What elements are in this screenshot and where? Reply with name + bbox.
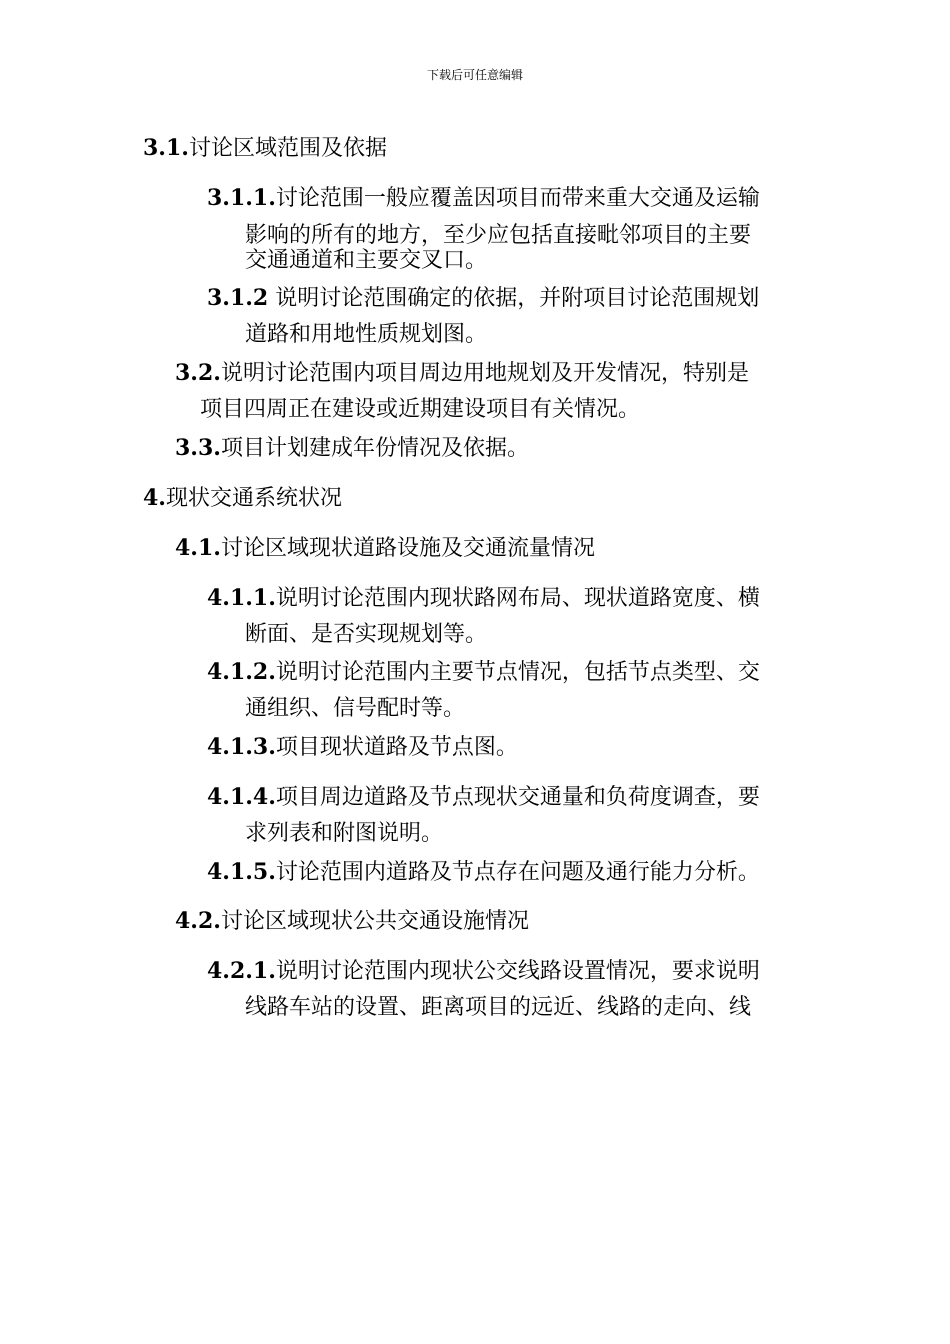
heading-4 [143, 481, 342, 516]
item-number: 3.3. [175, 435, 221, 461]
item-3-1-1-line-3: 交通通道和主要交叉口。 [245, 248, 488, 273]
item-number: 3.2. [175, 360, 221, 386]
item-4-1-2 [207, 655, 760, 690]
heading-text: 讨论区域现状公共交通设施情况 [220, 909, 529, 934]
heading-3-1 [143, 131, 387, 166]
item-3-3 [175, 431, 529, 466]
item-number: 4.1.3. [207, 734, 276, 760]
heading-number: 4. [143, 485, 166, 511]
heading-text: 讨论区域范围及依据 [188, 136, 387, 161]
item-text: 说明讨论范围内主要节点情况，包括节点类型、交 [275, 660, 760, 685]
page-header: 下载后可任意编辑 [426, 68, 523, 82]
item-text: 说明讨论范围确定的依据，并附项目讨论范围规划 [268, 286, 760, 311]
heading-number: 3.1. [143, 135, 189, 161]
item-text: 项目周边道路及节点现状交通量和负荷度调查，要 [275, 785, 760, 810]
item-text: 说明讨论范围内项目周边用地规划及开发情况，特别是 [220, 361, 749, 386]
item-4-2-1-line-2: 线路车站的设置、距离项目的远近、线路的走向、线 [245, 995, 752, 1020]
item-text: 说明讨论范围内现状路网布局、现状道路宽度、横 [275, 586, 760, 611]
heading-text: 讨论区域现状道路设施及交通流量情况 [220, 536, 595, 561]
item-3-2-line-2: 项目四周正在建设或近期建设项目有关情况。 [200, 397, 641, 422]
item-text: 讨论范围一般应覆盖因项目而带来重大交通及运输 [275, 186, 760, 211]
item-4-1-5 [207, 855, 760, 890]
item-number: 3.1.1. [207, 185, 276, 211]
item-number: 4.1.4. [207, 784, 276, 810]
item-4-1-1 [207, 581, 760, 616]
item-4-1-2-line-2: 通组织、信号配时等。 [245, 696, 466, 721]
item-number: 4.2.1. [207, 958, 276, 984]
heading-number: 4.1. [175, 535, 221, 561]
item-number: 4.1.2. [207, 659, 276, 685]
heading-number: 4.2. [175, 908, 221, 934]
item-number: 4.1.1. [207, 585, 276, 611]
heading-text: 现状交通系统状况 [165, 486, 342, 511]
item-4-1-3 [207, 730, 518, 765]
item-text: 项目计划建成年份情况及依据。 [220, 436, 529, 461]
item-text: 项目现状道路及节点图。 [275, 735, 518, 760]
item-3-2 [175, 356, 749, 391]
item-3-1-1 [207, 181, 760, 216]
item-4-1-4-line-2: 求列表和附图说明。 [245, 821, 444, 846]
heading-4-2 [175, 904, 529, 939]
item-3-1-2-line-2: 道路和用地性质规划图。 [245, 322, 488, 347]
item-4-2-1 [207, 954, 760, 989]
item-3-1-1-line-2: 影响的所有的地方，至少应包括直接毗邻项目的主要 [245, 223, 752, 248]
item-number: 4.1.5. [207, 859, 276, 885]
item-4-1-1-line-2: 断面、是否实现规划等。 [245, 622, 488, 647]
item-text: 讨论范围内道路及节点存在问题及通行能力分析。 [275, 860, 760, 885]
item-3-1-2 [207, 281, 759, 316]
heading-4-1 [175, 531, 595, 566]
item-number: 3.1.2 [207, 285, 269, 311]
item-4-1-4 [207, 780, 760, 815]
item-text: 说明讨论范围内现状公交线路设置情况，要求说明 [275, 959, 760, 984]
